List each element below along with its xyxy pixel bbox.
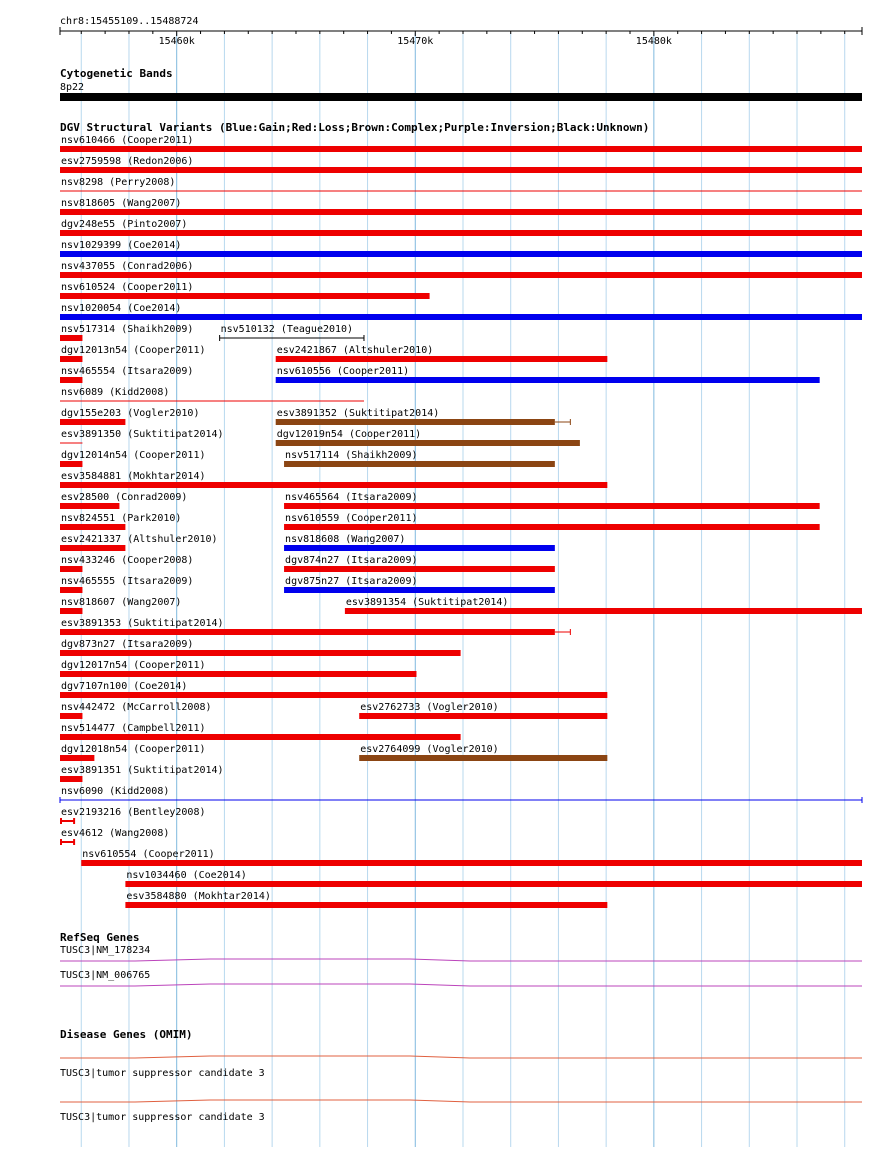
dgv-feature-bar[interactable] bbox=[81, 860, 862, 866]
dgv-feature[interactable] bbox=[81, 849, 862, 866]
cytoband-label: 8p22 bbox=[60, 82, 85, 93]
omim-feature[interactable] bbox=[60, 1056, 862, 1079]
dgv-feature-label: nsv610524 (Cooper2011) bbox=[61, 282, 194, 293]
dgv-feature-bar[interactable] bbox=[60, 524, 125, 530]
dgv-feature-bar[interactable] bbox=[60, 734, 461, 740]
dgv-feature[interactable] bbox=[125, 891, 607, 908]
dgv-feature-bar[interactable] bbox=[359, 713, 607, 719]
region-label: chr8:15455109..15488724 bbox=[60, 16, 199, 27]
dgv-feature[interactable] bbox=[284, 450, 555, 467]
ruler-ticks bbox=[60, 27, 862, 47]
dgv-feature-bar[interactable] bbox=[276, 377, 820, 383]
dgv-feature-bar[interactable] bbox=[125, 902, 607, 908]
dgv-feature-label: esv2764099 (Vogler2010) bbox=[360, 744, 499, 755]
dgv-feature-label: dgv12019n54 (Cooper2011) bbox=[276, 429, 422, 440]
dgv-feature[interactable] bbox=[60, 366, 193, 383]
dgv-feature-bar[interactable] bbox=[60, 461, 82, 467]
dgv-feature-bar[interactable] bbox=[60, 209, 862, 215]
dgv-feature-bar[interactable] bbox=[284, 587, 555, 593]
refseq-track bbox=[60, 931, 862, 986]
dgv-features bbox=[60, 135, 862, 908]
dgv-feature[interactable] bbox=[60, 387, 364, 401]
dgv-feature-bar[interactable] bbox=[60, 566, 82, 572]
dgv-feature-label: esv4612 (Wang2008) bbox=[61, 828, 170, 839]
dgv-feature-label: nsv517114 (Shaikh2009) bbox=[285, 450, 418, 461]
dgv-feature[interactable] bbox=[60, 681, 607, 698]
dgv-feature-label: nsv6089 (Kidd2008) bbox=[61, 387, 170, 398]
dgv-feature-bar[interactable] bbox=[60, 251, 862, 257]
dgv-feature[interactable] bbox=[60, 828, 169, 845]
dgv-feature-label: esv3891351 (Suktitipat2014) bbox=[61, 765, 224, 776]
dgv-feature[interactable] bbox=[60, 450, 206, 467]
omim-feature[interactable] bbox=[60, 1100, 862, 1123]
dgv-feature-bar[interactable] bbox=[60, 692, 607, 698]
dgv-feature-label: esv2762733 (Vogler2010) bbox=[360, 702, 499, 713]
dgv-feature-label: esv2421867 (Altshuler2010) bbox=[276, 345, 434, 356]
dgv-feature-label: nsv818605 (Wang2007) bbox=[61, 198, 182, 209]
dgv-feature-bar[interactable] bbox=[276, 440, 580, 446]
dgv-feature-bar[interactable] bbox=[60, 776, 82, 782]
dgv-feature-label: nsv610466 (Cooper2011) bbox=[61, 135, 194, 146]
dgv-feature-bar[interactable] bbox=[284, 566, 555, 572]
refseq-track-title: RefSeq Genes bbox=[60, 931, 140, 944]
dgv-feature-bar[interactable] bbox=[60, 587, 82, 593]
dgv-feature-label: nsv6090 (Kidd2008) bbox=[61, 786, 170, 797]
dgv-feature[interactable] bbox=[276, 345, 608, 362]
dgv-feature[interactable] bbox=[276, 408, 571, 425]
dgv-feature-bar[interactable] bbox=[60, 377, 82, 383]
dgv-feature-label: nsv465554 (Itsara2009) bbox=[61, 366, 194, 377]
dgv-feature[interactable] bbox=[60, 555, 193, 572]
dgv-feature-label: nsv8298 (Perry2008) bbox=[61, 177, 176, 188]
dgv-feature-bar[interactable] bbox=[60, 545, 125, 551]
dgv-feature-label: nsv610556 (Cooper2011) bbox=[276, 366, 410, 377]
dgv-feature-bar[interactable] bbox=[284, 524, 820, 530]
dgv-feature[interactable] bbox=[60, 219, 862, 236]
dgv-feature[interactable] bbox=[60, 639, 461, 656]
dgv-feature-bar[interactable] bbox=[60, 503, 119, 509]
dgv-feature-label: dgv875n27 (Itsara2009) bbox=[285, 576, 418, 587]
dgv-feature-bar[interactable] bbox=[345, 608, 862, 614]
dgv-feature[interactable] bbox=[60, 240, 862, 257]
dgv-feature-label: dgv155e203 (Vogler2010) bbox=[61, 408, 200, 419]
dgv-feature[interactable] bbox=[60, 198, 862, 215]
dgv-feature-bar[interactable] bbox=[60, 713, 82, 719]
dgv-feature-label: dgv12013n54 (Cooper2011) bbox=[61, 345, 206, 356]
dgv-feature[interactable] bbox=[60, 744, 206, 761]
omim-track bbox=[60, 1028, 862, 1123]
dgv-feature[interactable] bbox=[220, 324, 364, 341]
dgv-feature[interactable] bbox=[60, 786, 862, 803]
gene-model-line[interactable] bbox=[60, 984, 862, 986]
dgv-feature[interactable] bbox=[60, 303, 862, 320]
dgv-feature-label: nsv610554 (Cooper2011) bbox=[82, 849, 215, 860]
dgv-feature[interactable] bbox=[359, 744, 607, 761]
dgv-feature[interactable] bbox=[60, 534, 218, 551]
dgv-feature-label: esv2193216 (Bentley2008) bbox=[61, 807, 206, 818]
gene-label: TUSC3|NM_006765 bbox=[60, 970, 151, 981]
dgv-feature-bar[interactable] bbox=[60, 671, 416, 677]
dgv-feature-bar[interactable] bbox=[60, 146, 862, 152]
dgv-feature-label: nsv610559 (Cooper2011) bbox=[285, 513, 418, 524]
dgv-feature[interactable] bbox=[345, 597, 862, 614]
dgv-feature[interactable] bbox=[284, 513, 820, 530]
dgv-feature-label: dgv874n27 (Itsara2009) bbox=[285, 555, 418, 566]
gene-feature[interactable] bbox=[60, 945, 862, 961]
dgv-feature-label: nsv1020054 (Coe2014) bbox=[61, 303, 182, 314]
dgv-feature-label: nsv818608 (Wang2007) bbox=[285, 534, 406, 545]
dgv-feature-label: dgv12018n54 (Cooper2011) bbox=[61, 744, 206, 755]
dgv-feature-bar[interactable] bbox=[284, 503, 820, 509]
dgv-feature-label: nsv514477 (Campbell2011) bbox=[61, 723, 206, 734]
dgv-feature[interactable] bbox=[60, 177, 862, 191]
dgv-feature[interactable] bbox=[284, 534, 555, 551]
ruler-tick-label: 15470k bbox=[397, 36, 434, 47]
dgv-feature-label: esv3891353 (Suktitipat2014) bbox=[61, 618, 224, 629]
dgv-feature[interactable] bbox=[60, 723, 461, 740]
dgv-feature-label: nsv1029399 (Coe2014) bbox=[61, 240, 182, 251]
dgv-feature[interactable] bbox=[60, 282, 430, 299]
dgv-feature-label: esv3891350 (Suktitipat2014) bbox=[61, 429, 224, 440]
dgv-feature-label: nsv510132 (Teague2010) bbox=[220, 324, 354, 335]
dgv-feature-label: nsv442472 (McCarroll2008) bbox=[61, 702, 212, 713]
dgv-feature[interactable] bbox=[60, 429, 224, 443]
omim-gene-line[interactable] bbox=[60, 1100, 862, 1102]
dgv-feature-bar[interactable] bbox=[125, 881, 862, 887]
dgv-feature[interactable] bbox=[60, 618, 570, 635]
cytoband-track[interactable] bbox=[60, 67, 862, 101]
dgv-feature-bar[interactable] bbox=[359, 755, 607, 761]
dgv-feature-bar[interactable] bbox=[60, 482, 607, 488]
dgv-feature-bar[interactable] bbox=[276, 419, 555, 425]
dgv-feature-label: dgv248e55 (Pinto2007) bbox=[61, 219, 188, 230]
dgv-feature[interactable] bbox=[60, 324, 193, 341]
dgv-feature-label: esv3891354 (Suktitipat2014) bbox=[345, 597, 509, 608]
dgv-feature-bar[interactable] bbox=[60, 293, 430, 299]
coordinate-ruler bbox=[60, 16, 862, 47]
dgv-feature[interactable] bbox=[60, 492, 187, 509]
dgv-feature-bar[interactable] bbox=[276, 356, 608, 362]
dgv-feature-label: nsv465555 (Itsara2009) bbox=[61, 576, 194, 587]
dgv-feature[interactable] bbox=[60, 702, 212, 719]
dgv-feature-label: dgv7107n100 (Coe2014) bbox=[61, 681, 188, 692]
dgv-feature-bar[interactable] bbox=[284, 545, 555, 551]
dgv-feature-bar[interactable] bbox=[60, 335, 82, 341]
gene-model-line[interactable] bbox=[60, 959, 862, 961]
dgv-feature[interactable] bbox=[276, 429, 580, 446]
dgv-feature-bar[interactable] bbox=[60, 230, 862, 236]
dgv-feature-bar[interactable] bbox=[60, 272, 862, 278]
dgv-feature-bar[interactable] bbox=[60, 419, 125, 425]
dgv-feature-label: nsv433246 (Cooper2008) bbox=[61, 555, 194, 566]
dgv-feature-label: esv3584880 (Mokhtar2014) bbox=[126, 891, 271, 902]
dgv-feature[interactable] bbox=[359, 702, 607, 719]
dgv-feature[interactable] bbox=[284, 576, 555, 593]
dgv-feature-label: nsv437055 (Conrad2006) bbox=[61, 261, 194, 272]
dgv-feature-bar[interactable] bbox=[60, 629, 555, 635]
dgv-feature[interactable] bbox=[284, 492, 820, 509]
dgv-feature[interactable] bbox=[60, 513, 181, 530]
dgv-feature-label: nsv1034460 (Coe2014) bbox=[126, 870, 247, 881]
dgv-feature-bar[interactable] bbox=[60, 167, 862, 173]
dgv-feature[interactable] bbox=[60, 765, 224, 782]
dgv-feature-bar[interactable] bbox=[60, 755, 94, 761]
ruler-tick-label: 15460k bbox=[158, 36, 195, 47]
dgv-feature[interactable] bbox=[60, 156, 862, 173]
dgv-feature[interactable] bbox=[276, 366, 820, 383]
dgv-feature-bar[interactable] bbox=[60, 314, 862, 320]
dgv-feature-bar[interactable] bbox=[284, 461, 555, 467]
dgv-feature[interactable] bbox=[60, 576, 193, 593]
omim-gene-label: TUSC3|tumor suppressor candidate 3 bbox=[60, 1112, 265, 1123]
dgv-feature-label: nsv465564 (Itsara2009) bbox=[285, 492, 418, 503]
omim-gene-label: TUSC3|tumor suppressor candidate 3 bbox=[60, 1068, 265, 1079]
dgv-feature[interactable] bbox=[60, 597, 181, 614]
ruler-tick-label: 15480k bbox=[635, 36, 672, 47]
gene-feature[interactable] bbox=[60, 970, 862, 986]
dgv-feature[interactable] bbox=[60, 261, 862, 278]
dgv-feature-label: esv2759598 (Redon2006) bbox=[61, 156, 194, 167]
dgv-feature[interactable] bbox=[60, 345, 206, 362]
dgv-track bbox=[60, 121, 862, 908]
dgv-feature[interactable] bbox=[60, 135, 862, 152]
dgv-feature-bar[interactable] bbox=[60, 608, 82, 614]
dgv-track-title: DGV Structural Variants (Blue:Gain;Red:Loss;Brown:Complex;Purple:Inversion;Black:Unknown) bbox=[60, 121, 650, 134]
cytoband-track-title: Cytogenetic Bands bbox=[60, 67, 173, 80]
dgv-feature-label: nsv818607 (Wang2007) bbox=[61, 597, 182, 608]
dgv-feature[interactable] bbox=[60, 471, 607, 488]
dgv-feature-label: dgv12017n54 (Cooper2011) bbox=[61, 660, 206, 671]
dgv-feature[interactable] bbox=[60, 807, 206, 824]
dgv-feature-label: nsv824551 (Park2010) bbox=[61, 513, 182, 524]
omim-track-title: Disease Genes (OMIM) bbox=[60, 1028, 193, 1041]
dgv-feature[interactable] bbox=[284, 555, 555, 572]
dgv-feature[interactable] bbox=[60, 660, 416, 677]
gene-label: TUSC3|NM_178234 bbox=[60, 945, 151, 956]
dgv-feature[interactable] bbox=[125, 870, 862, 887]
dgv-feature[interactable] bbox=[60, 408, 199, 425]
omim-gene-line[interactable] bbox=[60, 1056, 862, 1058]
dgv-feature-label: esv28500 (Conrad2009) bbox=[61, 492, 188, 503]
cytoband-bar[interactable] bbox=[60, 93, 862, 101]
dgv-feature-label: dgv12014n54 (Cooper2011) bbox=[61, 450, 206, 461]
dgv-feature-label: dgv873n27 (Itsara2009) bbox=[61, 639, 194, 650]
dgv-feature-bar[interactable] bbox=[60, 650, 461, 656]
dgv-feature-bar[interactable] bbox=[60, 356, 82, 362]
dgv-feature-label: esv3584881 (Mokhtar2014) bbox=[61, 471, 206, 482]
dgv-feature-label: esv3891352 (Suktitipat2014) bbox=[276, 408, 440, 419]
dgv-feature-label: esv2421337 (Altshuler2010) bbox=[61, 534, 218, 545]
dgv-feature-label: nsv517314 (Shaikh2009) bbox=[61, 324, 194, 335]
